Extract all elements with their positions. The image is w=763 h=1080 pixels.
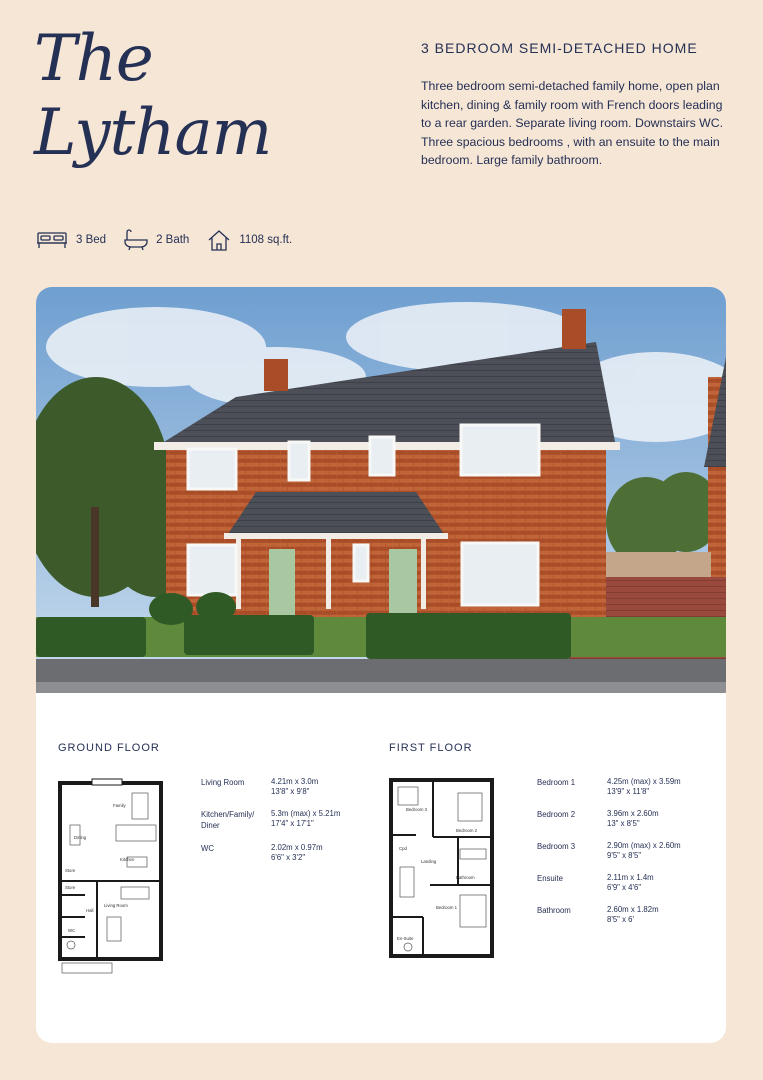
bed-icon — [36, 230, 68, 250]
room-metric: 2.60m x 1.82m — [607, 905, 659, 914]
room-row — [201, 809, 340, 831]
beds-label: 3 Bed — [76, 234, 107, 246]
room-name: Kitchen/Family/ Diner — [201, 810, 255, 830]
first-floor-plan — [388, 777, 496, 967]
plan-label-ensuite: En-Suite — [397, 936, 414, 941]
plan-label-living: Living Room — [104, 903, 128, 908]
plan-label-bedroom-1: Bedroom 1 — [436, 905, 458, 910]
room-name: Bathroom — [537, 906, 571, 915]
room-name: Bedroom 3 — [537, 842, 576, 851]
page-title — [34, 22, 271, 170]
feature-strip — [36, 229, 292, 251]
title-line-1: The — [34, 22, 153, 96]
plan-label-wc: WC — [68, 928, 76, 933]
title-line-2: Lytham — [34, 96, 272, 170]
house-render-image — [36, 287, 726, 693]
feature-baths — [124, 229, 189, 251]
content-card — [36, 287, 726, 1043]
plan-label-cpd: Cpd — [399, 846, 407, 851]
first-floor-heading: FIRST FLOOR — [389, 742, 473, 754]
bath-icon — [124, 229, 148, 251]
room-row — [537, 905, 681, 925]
ground-floor-room-list — [201, 777, 340, 875]
room-metric: 2.90m (max) x 2.60m — [607, 841, 681, 850]
baths-label: 2 Bath — [156, 234, 190, 246]
room-imperial: 6'6" x 3'2" — [271, 853, 306, 862]
room-metric: 5.3m (max) x 5.21m — [271, 809, 341, 818]
room-row — [537, 777, 681, 797]
house-icon — [207, 229, 231, 251]
house-type-heading: 3 BEDROOM SEMI-DETACHED HOME — [421, 40, 698, 56]
room-imperial: 6'9" x 4'6" — [607, 883, 642, 892]
feature-area — [207, 229, 292, 251]
plan-label-bedroom-3: Bedroom 3 — [406, 807, 428, 812]
room-name: Bedroom 2 — [537, 810, 576, 819]
plan-label-bathroom: Bathroom — [456, 875, 475, 880]
room-imperial: 13" x 8'5" — [607, 819, 640, 828]
plan-label-family: Family — [113, 803, 126, 808]
room-name: WC — [201, 844, 214, 853]
plan-label-store-2: Store — [65, 885, 76, 890]
room-name: Living Room — [201, 778, 245, 787]
plan-label-kitchen: Kitchen — [120, 857, 135, 862]
room-name: Ensuite — [537, 874, 564, 883]
plan-label-store-1: Store — [65, 868, 76, 873]
area-label: 1108 sq.ft. — [239, 234, 293, 246]
first-floor-room-list — [537, 777, 681, 937]
ground-floor-heading: GROUND FLOOR — [58, 742, 160, 754]
plan-label-landing: Landing — [421, 859, 437, 864]
room-row — [537, 841, 681, 861]
house-description: Three bedroom semi-detached family home, open plan kitchen, dining & family room with French doors leading to a rear garden. Separate living room. Downstairs WC. Three spacious bedrooms , with an ensuite to the main bedroom. Large family bathroom. — [421, 79, 724, 167]
room-row — [537, 873, 681, 893]
room-metric: 4.21m x 3.0m — [271, 777, 319, 786]
room-metric: 3.96m x 2.60m — [607, 809, 659, 818]
feature-beds — [36, 230, 106, 250]
room-imperial: 9'5" x 8'5" — [607, 851, 642, 860]
room-row — [537, 809, 681, 829]
room-metric: 4.25m (max) x 3.59m — [607, 777, 681, 786]
room-row — [201, 777, 340, 797]
room-imperial: 13'8" x 9'8" — [271, 787, 310, 796]
room-row — [201, 843, 340, 863]
room-metric: 2.11m x 1.4m — [607, 873, 654, 882]
room-imperial: 13'9" x 11'8" — [607, 787, 650, 796]
room-imperial: 17'4" x 17'1" — [271, 819, 314, 828]
plan-label-dining: Dining — [74, 835, 87, 840]
room-imperial: 8'5" x 6' — [607, 915, 634, 924]
room-metric: 2.02m x 0.97m — [271, 843, 323, 852]
ground-floor-plan — [57, 777, 165, 977]
room-name: Bedroom 1 — [537, 778, 576, 787]
plan-label-bedroom-2: Bedroom 2 — [456, 828, 478, 833]
plan-label-hall: Hall — [86, 908, 94, 913]
